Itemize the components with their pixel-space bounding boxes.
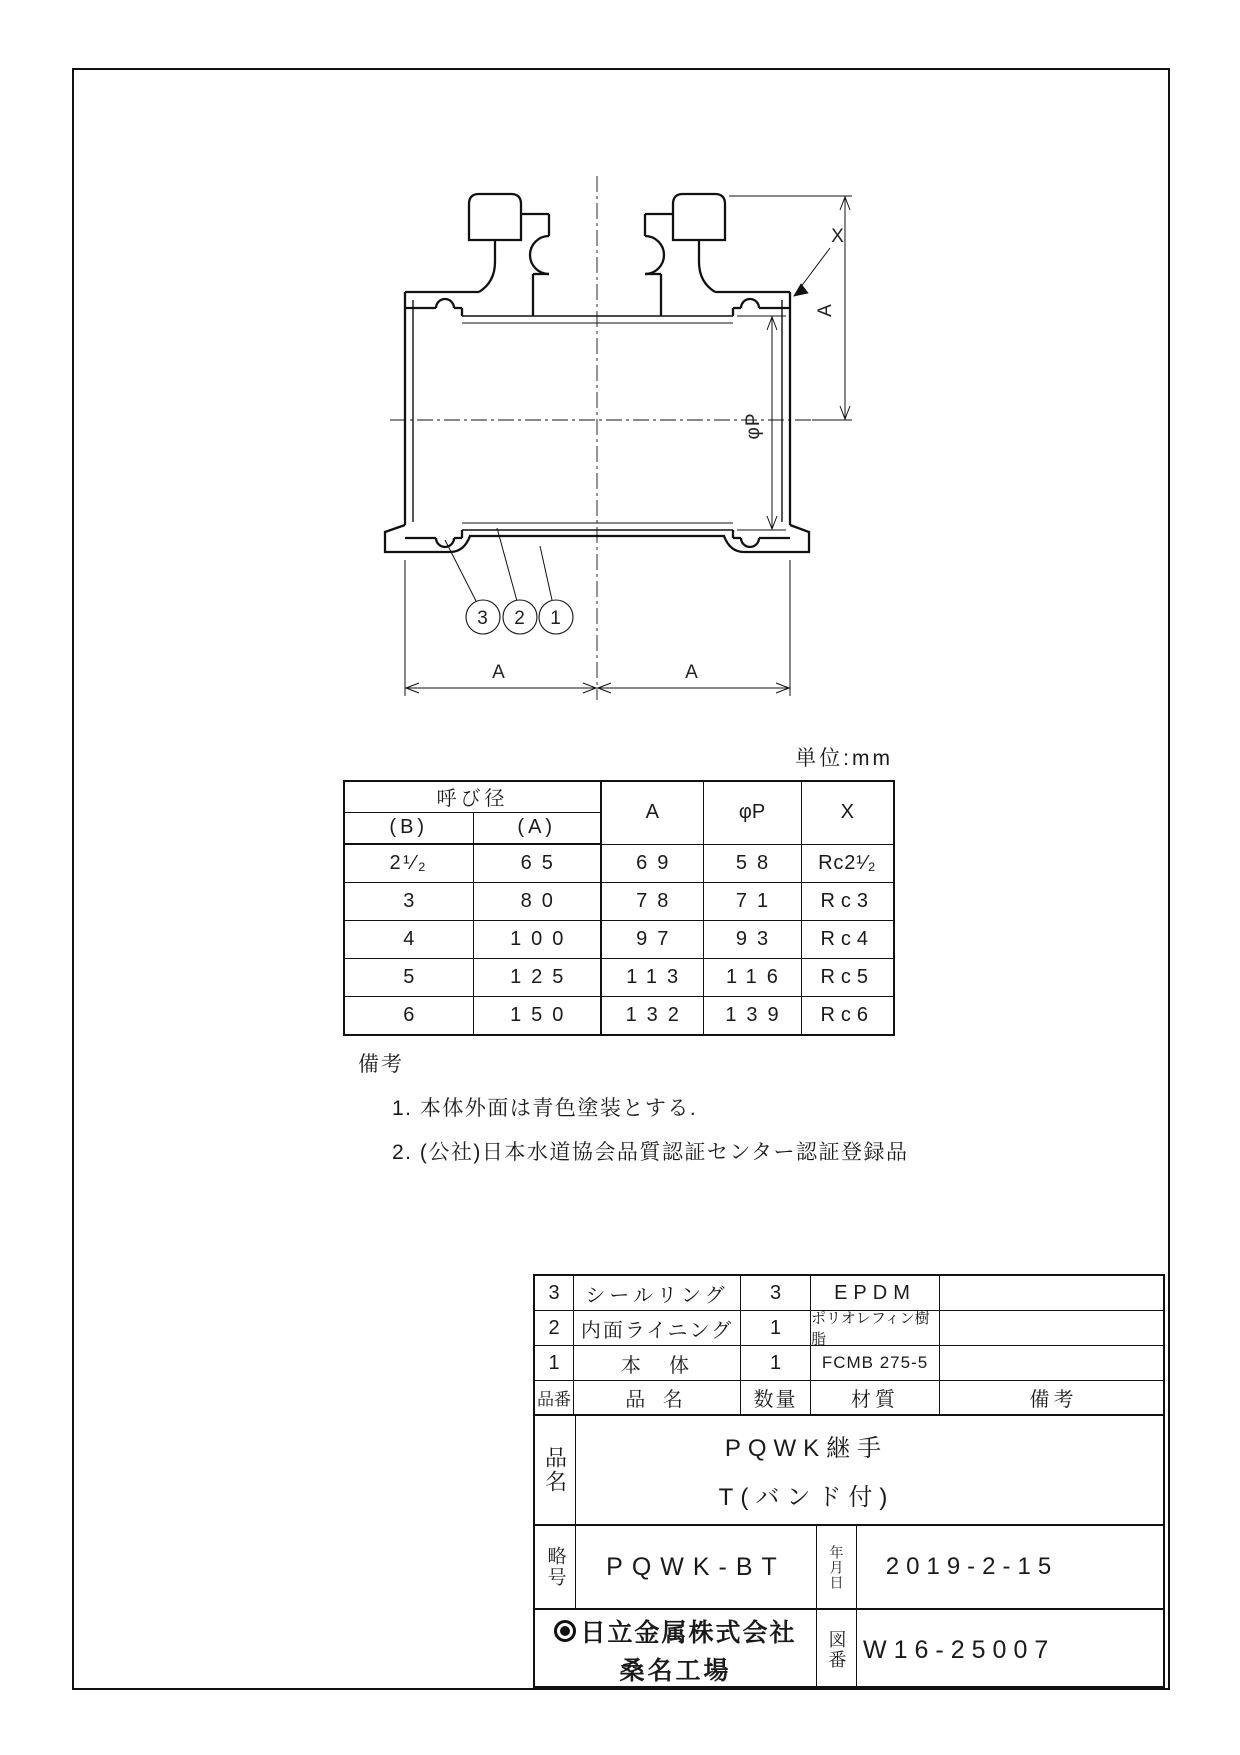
part-no: 2: [535, 1311, 574, 1345]
cell-dim-a: 97: [601, 921, 703, 959]
cell-a: 80: [473, 883, 601, 921]
cell-a: 65: [473, 844, 601, 883]
parts-header-no: 品番: [535, 1381, 574, 1414]
parts-row-1: [535, 1346, 1163, 1381]
parts-header-remarks: 備考: [1029, 1389, 1078, 1411]
date-label: 年月日: [828, 1544, 845, 1590]
cell-x: Rc5: [801, 959, 894, 997]
medal-icon: [554, 1620, 576, 1642]
part-no: 3: [535, 1276, 574, 1310]
dim-label-a-right: A: [685, 662, 699, 683]
header-dim-a: A: [601, 781, 703, 844]
code-label: 略号: [544, 1546, 566, 1588]
part-material: EPDM: [811, 1276, 940, 1310]
cell-phi-p: 139: [703, 997, 801, 1036]
cell-b: 2¹⁄₂: [344, 844, 473, 883]
dim-label-a-left: A: [492, 662, 506, 683]
cell-b: 4: [344, 921, 473, 959]
cell-dim-a: 132: [601, 997, 703, 1036]
part-remarks: [940, 1346, 1167, 1380]
cell-x: Rc6: [801, 997, 894, 1036]
parts-header-name: 品 名: [574, 1381, 741, 1414]
cell-phi-p: 116: [703, 959, 801, 997]
drawing-no-label-cell: [817, 1610, 857, 1690]
product-name-line2: T(バンド付): [718, 1484, 895, 1511]
date-value: 2019-2-15: [885, 1553, 1059, 1580]
parts-header-material: 材質: [811, 1381, 940, 1414]
unit-label: 単位:mm: [795, 747, 893, 770]
part-remarks: [940, 1311, 1167, 1345]
header-b: (B): [344, 812, 473, 844]
company-cell: [535, 1610, 817, 1690]
parts-row-3: [535, 1276, 1163, 1311]
cell-dim-a: 69: [601, 844, 703, 883]
parts-row-2: [535, 1311, 1163, 1346]
title-block: [533, 1274, 1165, 1688]
dimension-table: [343, 780, 895, 1036]
code-label-cell: [535, 1526, 576, 1608]
product-name-label: 品名: [542, 1446, 568, 1494]
part-material: FCMB 275-5: [811, 1346, 940, 1380]
cell-dim-a: 113: [601, 959, 703, 997]
part-name: 本 体: [574, 1346, 741, 1380]
dim-label-phi-p: φP: [743, 412, 764, 440]
company-name-line: [554, 1613, 796, 1649]
part-remarks: [940, 1276, 1167, 1310]
cell-b: 5: [344, 959, 473, 997]
part-name: シールリング: [574, 1276, 741, 1310]
cell-dim-a: 78: [601, 883, 703, 921]
header-x: X: [801, 781, 894, 844]
header-a: (A): [473, 812, 601, 844]
cell-a: 150: [473, 997, 601, 1036]
parts-header-qty: 数量: [741, 1381, 811, 1414]
cell-x: Rc4: [801, 921, 894, 959]
balloon-2-label: 2: [514, 608, 526, 629]
product-name-line1: PQWK継手: [724, 1435, 889, 1462]
drawing-no-value: W16-25007: [863, 1635, 1056, 1664]
product-name-label-cell: [535, 1416, 576, 1524]
header-nominal-diameter: 呼び径: [344, 781, 601, 812]
code-date-row: [535, 1526, 1163, 1610]
cell-phi-p: 93: [703, 921, 801, 959]
balloon-1-label: 1: [550, 608, 562, 629]
note-item-1: 1. 本体外面は青色塗装とする.: [392, 1097, 698, 1120]
company-row: [535, 1610, 1163, 1690]
header-phi-p: φP: [703, 781, 801, 844]
notes: [358, 1048, 909, 1166]
company-name: 日立金属株式会社: [580, 1619, 797, 1647]
cell-b: 3: [344, 883, 473, 921]
company-factory: 桑名工場: [619, 1657, 732, 1685]
dim-label-a-vertical: A: [815, 303, 836, 317]
lining-inner-lines: [462, 323, 733, 523]
cell-a: 100: [473, 921, 601, 959]
cell-b: 6: [344, 997, 473, 1036]
part-material: ポリオレフィン樹脂: [811, 1311, 940, 1345]
cell-x: Rc3: [801, 883, 894, 921]
cell-phi-p: 71: [703, 883, 801, 921]
part-no: 1: [535, 1346, 574, 1380]
notes-title: 備考: [358, 1053, 404, 1076]
part-qty: 1: [741, 1311, 811, 1345]
balloon-3-label: 3: [477, 608, 489, 629]
parts-header-row: [535, 1381, 1163, 1416]
date-label-cell: [817, 1526, 857, 1608]
note-item-2: 2. (公社)日本水道協会品質認証センター認証登録品: [392, 1141, 909, 1164]
cell-x: Rc2¹⁄₂: [801, 844, 894, 883]
part-qty: 3: [741, 1276, 811, 1310]
cell-phi-p: 58: [703, 844, 801, 883]
lining-lines: [413, 300, 782, 530]
part-name: 内面ライニング: [574, 1311, 741, 1345]
part-qty: 1: [741, 1346, 811, 1380]
dim-label-x: X: [831, 226, 845, 247]
product-name-row: [535, 1416, 1163, 1526]
product-name-value-cell: [576, 1416, 1167, 1524]
drawing-no-label: 図番: [826, 1630, 847, 1670]
fitting-section-drawing: [340, 165, 900, 710]
code-value: PQWK-BT: [576, 1526, 817, 1608]
cell-a: 125: [473, 959, 601, 997]
